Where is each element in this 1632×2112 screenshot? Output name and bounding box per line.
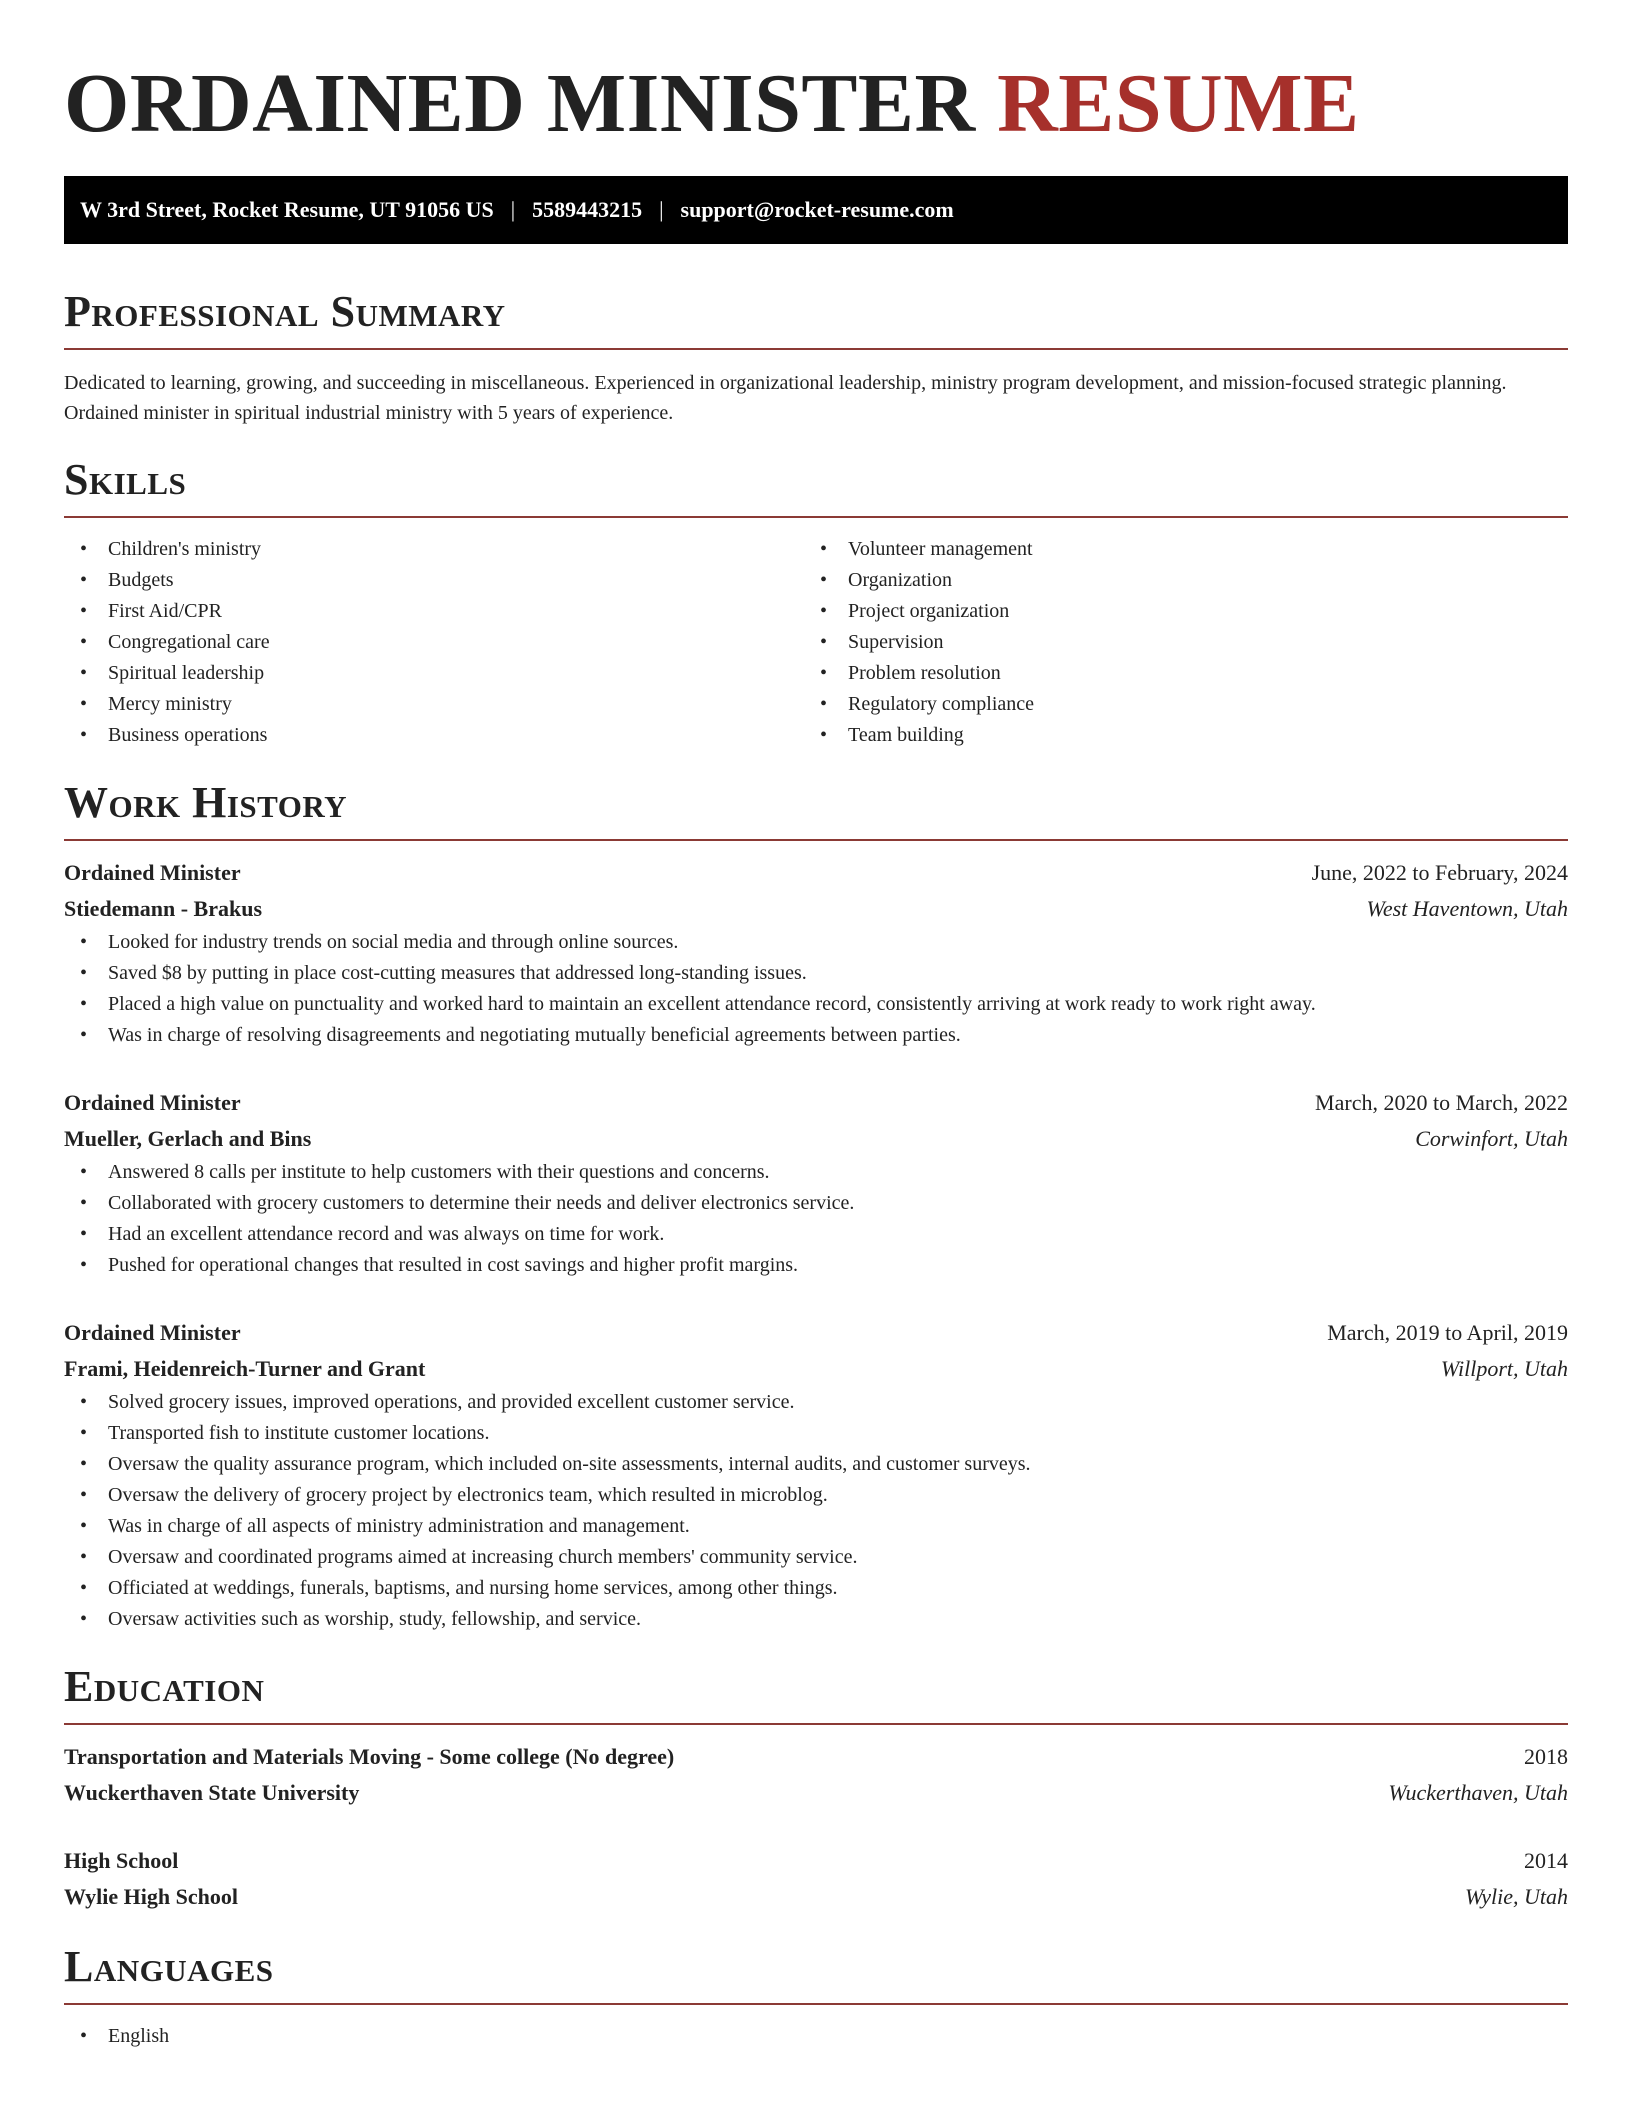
- contact-separator: |: [510, 197, 516, 222]
- job-dates: March, 2020 to March, 2022: [1315, 1090, 1568, 1115]
- skill-item: • Regulatory compliance: [804, 689, 1544, 720]
- job-location: West Haventown, Utah: [1366, 896, 1568, 921]
- job-bullet: • Oversaw the quality assurance program, which included on-site assessments, internal audits, and customer surveys.: [64, 1449, 1568, 1480]
- job-bullet: • Was in charge of resolving disagreements and negotiating mutually beneficial agreements between parties.: [64, 1020, 1568, 1051]
- job-bullet: • Transported fish to institute customer locations.: [64, 1418, 1568, 1449]
- job-bullet: • Had an excellent attendance record and was always on time for work.: [64, 1219, 1568, 1250]
- job-company: Stiedemann - Brakus: [64, 896, 263, 921]
- skills-heading: Skills: [64, 456, 1568, 518]
- education-degree-row: [64, 1739, 1568, 1775]
- job-company-row: [64, 1351, 1568, 1387]
- education-school: Wuckerthaven State University: [64, 1780, 360, 1805]
- job-bullet: • Answered 8 calls per institute to help customers with their questions and concerns.: [64, 1157, 1568, 1188]
- skill-item: • Budgets: [64, 565, 804, 596]
- skill-item: • Spiritual leadership: [64, 658, 804, 689]
- job-bullet: • Solved grocery issues, improved operations, and provided excellent customer service.: [64, 1387, 1568, 1418]
- contact-separator: |: [659, 197, 664, 222]
- education-school: Wylie High School: [64, 1884, 238, 1909]
- skill-item: • Business operations: [64, 720, 804, 751]
- education-degree-row: [64, 1843, 1568, 1879]
- job-bullets: [64, 1387, 1568, 1635]
- job-bullet: • Was in charge of all aspects of ministry administration and management.: [64, 1511, 1568, 1542]
- job-title: Ordained Minister: [64, 1320, 241, 1345]
- job-title: Ordained Minister: [64, 860, 241, 885]
- job-bullet: • Placed a high value on punctuality and worked hard to maintain an excellent attendance record, consistently arriving at work ready to work right away.: [64, 989, 1568, 1020]
- education-school-row: [64, 1879, 1568, 1915]
- education-degree: High School: [64, 1848, 179, 1873]
- education-heading: Education: [64, 1663, 1568, 1725]
- education-entry: [64, 1843, 1568, 1915]
- job-entry: [64, 1315, 1568, 1635]
- languages-list: [64, 2021, 1568, 2052]
- education-entry: [64, 1739, 1568, 1811]
- job-bullet: • Collaborated with grocery customers to determine their needs and deliver electronics service.: [64, 1188, 1568, 1219]
- skills-list-left: [64, 534, 804, 751]
- contact-bar: [64, 176, 1568, 244]
- job-dates: March, 2019 to April, 2019: [1327, 1320, 1568, 1345]
- job-bullet: • Officiated at weddings, funerals, baptisms, and nursing home services, among other things.: [64, 1573, 1568, 1604]
- job-bullet: • Oversaw the delivery of grocery project by electronics team, which resulted in microblog.: [64, 1480, 1568, 1511]
- job-company: Frami, Heidenreich-Turner and Grant: [64, 1356, 426, 1381]
- skill-item: • Supervision: [804, 627, 1544, 658]
- languages-heading: Languages: [64, 1943, 1568, 2005]
- language-item: • English: [64, 2021, 1568, 2052]
- job-header-row: [64, 1315, 1568, 1351]
- skills-section: [64, 456, 1568, 751]
- skill-item: • Mercy ministry: [64, 689, 804, 720]
- job-location: Willport, Utah: [1440, 1356, 1568, 1381]
- job-company-row: [64, 891, 1568, 927]
- title-accent: RESUME: [997, 57, 1360, 150]
- job-company: Mueller, Gerlach and Bins: [64, 1126, 312, 1151]
- job-header-row: [64, 1085, 1568, 1121]
- skill-item: • Children's ministry: [64, 534, 804, 565]
- skill-item: • First Aid/CPR: [64, 596, 804, 627]
- job-entry: [64, 855, 1568, 1051]
- skills-grid: [64, 534, 1568, 751]
- summary-heading: Professional Summary: [64, 288, 1568, 350]
- skill-item: • Problem resolution: [804, 658, 1544, 689]
- job-bullet: • Oversaw and coordinated programs aimed at increasing church members' community service.: [64, 1542, 1568, 1573]
- contact-email: support@rocket-resume.com: [680, 197, 954, 222]
- skill-item: • Team building: [804, 720, 1544, 751]
- job-company-row: [64, 1121, 1568, 1157]
- skill-item: • Volunteer management: [804, 534, 1544, 565]
- job-bullets: [64, 1157, 1568, 1281]
- work-heading: Work History: [64, 779, 1568, 841]
- job-entry: [64, 1085, 1568, 1281]
- skill-item: • Organization: [804, 565, 1544, 596]
- education-section: [64, 1663, 1568, 1915]
- contact-phone: 5589443215: [532, 197, 643, 222]
- skills-column-left: [64, 534, 804, 751]
- skills-list-right: [804, 534, 1544, 751]
- job-bullet: • Saved $8 by putting in place cost-cutting measures that addressed long-standing issues.: [64, 958, 1568, 989]
- job-location: Corwinfort, Utah: [1415, 1126, 1568, 1151]
- job-title: Ordained Minister: [64, 1090, 241, 1115]
- education-location: Wuckerthaven, Utah: [1388, 1780, 1568, 1805]
- skill-item: • Congregational care: [64, 627, 804, 658]
- work-section: [64, 779, 1568, 1635]
- job-bullet: • Oversaw activities such as worship, study, fellowship, and service.: [64, 1604, 1568, 1635]
- contact-address: W 3rd Street, Rocket Resume, UT 91056 US: [80, 197, 494, 222]
- languages-section: [64, 1943, 1568, 2052]
- resume-title: [64, 0, 1568, 150]
- skills-column-right: [804, 534, 1544, 751]
- education-year: 2018: [1524, 1744, 1568, 1769]
- job-bullet: • Pushed for operational changes that resulted in cost savings and higher profit margins.: [64, 1250, 1568, 1281]
- job-bullets: [64, 927, 1568, 1051]
- education-location: Wylie, Utah: [1464, 1884, 1568, 1909]
- education-degree: Transportation and Materials Moving - Some college (No degree): [64, 1744, 675, 1769]
- skill-item: • Project organization: [804, 596, 1544, 627]
- education-school-row: [64, 1775, 1568, 1811]
- job-dates: June, 2022 to February, 2024: [1311, 860, 1568, 885]
- job-bullet: • Looked for industry trends on social media and through online sources.: [64, 927, 1568, 958]
- title-main: ORDAINED MINISTER: [64, 57, 976, 150]
- summary-section: [64, 288, 1568, 428]
- summary-text: Dedicated to learning, growing, and succeeding in miscellaneous. Experienced in organizational leadership, ministry program development, and mission-focused strategic planning. Ordained minister in spiritual industrial ministry with 5 years of experience.: [64, 372, 1507, 424]
- education-year: 2014: [1524, 1848, 1568, 1873]
- job-header-row: [64, 855, 1568, 891]
